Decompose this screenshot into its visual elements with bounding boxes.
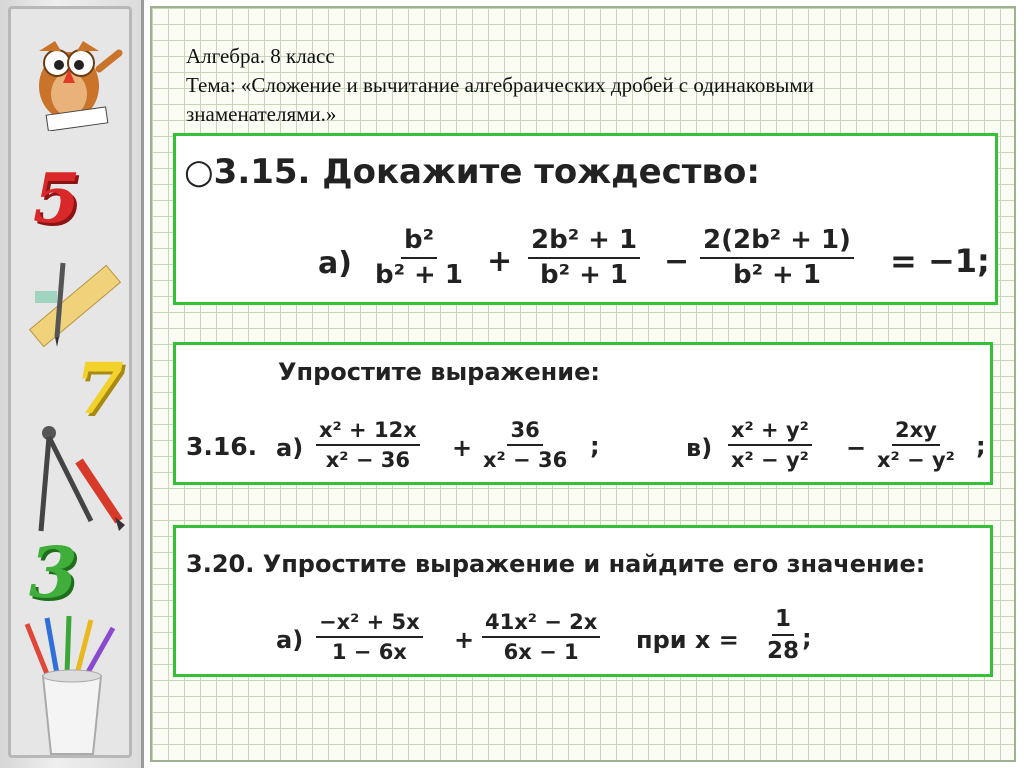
- task-3-20-fraction-1: [316, 608, 423, 666]
- denominator: x² − y²: [731, 448, 809, 472]
- topic-line-continuation: знаменателями.»: [186, 102, 337, 126]
- pencil-cup-icon: [17, 614, 127, 764]
- x-value-fraction: [764, 604, 802, 666]
- task-3-20-part-a-label: а): [276, 626, 304, 654]
- sidebar-frame: [8, 6, 132, 758]
- plus-operator: +: [454, 626, 475, 654]
- task-3-20-title: 3.20. Упростите выражение и найдите его значение:: [186, 550, 926, 578]
- task-3-16-heading: Упростите выражение:: [278, 358, 600, 386]
- semicolon: ;: [976, 432, 986, 460]
- identity-result: = −1;: [890, 242, 990, 280]
- semicolon: ;: [802, 624, 812, 652]
- task-3-15-fraction-3: [700, 224, 854, 292]
- task-3-16-a-fraction-1: [316, 416, 420, 474]
- plus-operator: +: [487, 244, 513, 279]
- numerator: 41x² − 2x: [482, 608, 600, 638]
- minus-operator: −: [846, 434, 867, 462]
- denominator: 1 − 6x: [331, 640, 407, 664]
- task-3-15-fraction-1: [372, 224, 466, 292]
- plus-operator: +: [452, 434, 473, 462]
- topic-line: Тема: «Сложение и вычитание алгебраических дробей с одинаковыми: [186, 73, 814, 97]
- numerator: b²: [401, 224, 437, 259]
- lesson-header: [186, 42, 986, 129]
- evaluate-at-text: при x =: [636, 626, 739, 654]
- task-3-16-v-fraction-1: [728, 416, 812, 474]
- task-3-16-part-a-label: а): [276, 434, 304, 462]
- numerator: 36: [507, 416, 542, 446]
- digit-five-icon: 5: [33, 159, 81, 239]
- task-3-20-fraction-2: [482, 608, 600, 666]
- semicolon: ;: [590, 432, 600, 460]
- task-3-15-title: ○3.15. Докажите тождество:: [184, 152, 760, 192]
- compass-pencil-icon: [19, 421, 129, 541]
- denominator: 28: [767, 638, 800, 664]
- denominator: x² − y²: [877, 448, 955, 472]
- ruler-pencil-icon: [17, 247, 127, 357]
- denominator: x² − 36: [483, 448, 568, 472]
- numerator: 2(2b² + 1): [700, 224, 854, 259]
- numerator: 1: [772, 604, 794, 636]
- numerator: x² + y²: [728, 416, 812, 446]
- denominator: b² + 1: [375, 260, 463, 290]
- denominator: x² − 36: [325, 448, 410, 472]
- decorative-sidebar: [0, 0, 144, 768]
- owl-mascot-icon: [17, 11, 127, 131]
- task-3-16-a-fraction-2: [480, 416, 570, 474]
- numerator: x² + 12x: [316, 416, 420, 446]
- subject-line: Алгебра. 8 класс: [186, 44, 335, 68]
- numerator: 2b² + 1: [528, 224, 640, 259]
- minus-operator: −: [664, 244, 690, 279]
- numerator: 2xy: [892, 416, 940, 446]
- denominator: b² + 1: [540, 260, 629, 290]
- digit-three-icon: 3: [29, 531, 78, 614]
- digit-seven-icon: 7: [75, 347, 124, 430]
- task-3-15-part-a-label: а): [318, 246, 352, 281]
- task-3-16-part-v-label: в): [686, 434, 713, 462]
- numerator: −x² + 5x: [316, 608, 423, 638]
- denominator: b² + 1: [732, 260, 821, 290]
- denominator: 6x − 1: [503, 640, 579, 664]
- task-3-16-v-fraction-2: [874, 416, 958, 474]
- task-3-15-fraction-2: [528, 224, 640, 292]
- task-3-16-number: 3.16.: [186, 432, 258, 461]
